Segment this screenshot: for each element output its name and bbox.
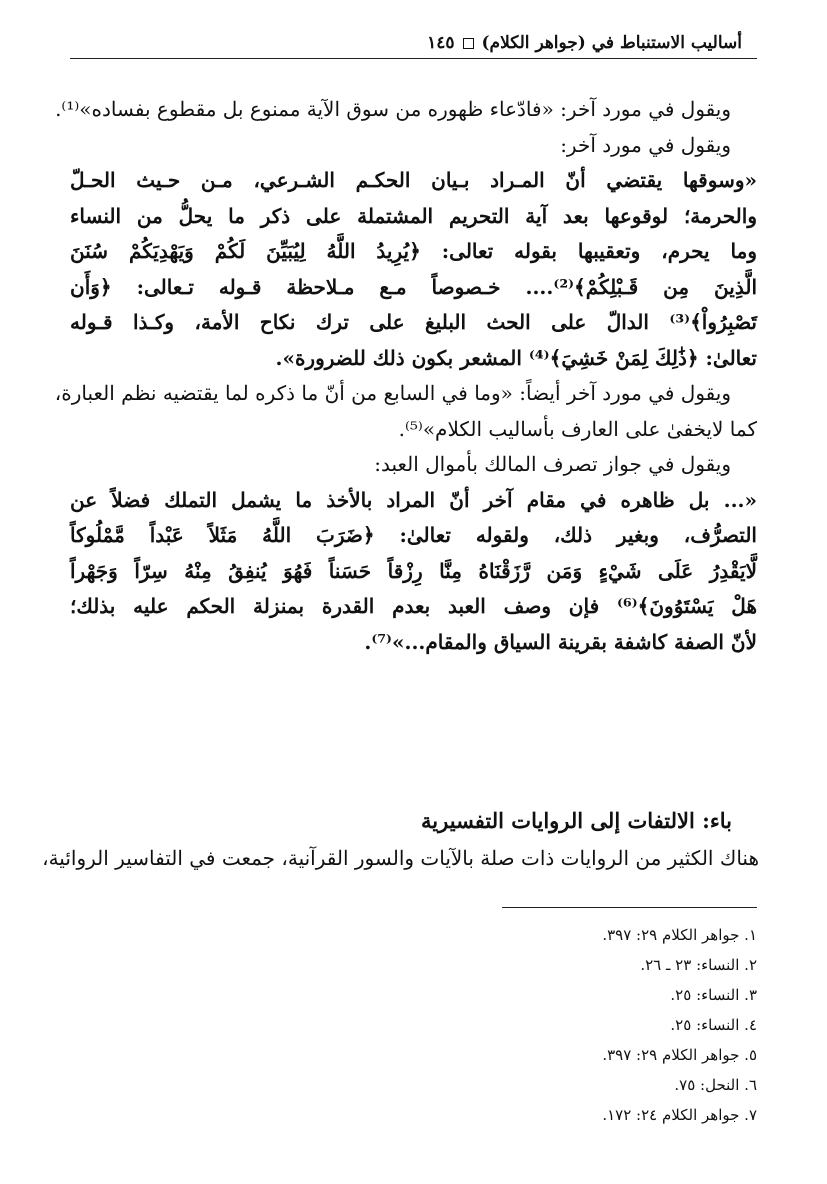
body-line: لأنّ الصفة كاشفة بقرينة السياق والمقام...»⁽⁷⁾. bbox=[364, 629, 757, 654]
body-text bbox=[54, 92, 757, 660]
body-line: تَصْبِرُواْ﴾⁽³⁾ الدالّ على الحث البليغ على ترك نكاح الأمة، وكـذا قـوله bbox=[70, 310, 757, 334]
page-number: ١٤٥ bbox=[427, 33, 455, 53]
footnote-item: ٧. جواهر الكلام ٢٤: ١٧٢. bbox=[602, 1106, 757, 1124]
body-line: لَّايَقْدِرُ عَلَى شَيْءٍ وَمَن رَّزَقْنَاهُ مِنَّا رِزْقاً حَسَناً فَهُوَ يُنفِقُ مِنْهُ سِرّاً وَجَهْراً bbox=[70, 558, 757, 583]
body-line: «... بل ظاهره في مقام آخر أنّ المراد بالأخذ ما يشمل التملك فضلاً عن bbox=[70, 487, 757, 512]
footnote-rule bbox=[502, 907, 757, 908]
footnote-item: ٦. النحل: ٧٥. bbox=[674, 1076, 757, 1094]
body-line: وما يحرم، وتعقيبها بقوله تعالى: ﴿يُرِيدُ اللَّهُ لِيُبَيِّنَ لَكُمْ وَيَهْدِيَكُمْ سُنَنَ bbox=[70, 239, 757, 263]
body-line: «وسوقها يقتضي أنّ المـراد بـيان الحكـم الشـرعي، مـن حـيث الحـلّ bbox=[70, 168, 757, 192]
body-line: ويقول في مورد آخر: bbox=[560, 132, 731, 157]
footnote-item: ١. جواهر الكلام ٢٩: ٣٩٧. bbox=[602, 926, 757, 944]
body-line: والحرمة؛ لوقوعها بعد آية التحريم المشتملة على ذكر ما يحلُّ من النساء bbox=[70, 203, 757, 228]
body-line: الَّذِينَ مِن قَـبْلِكُمْ﴾⁽²⁾.... خـصوصاً مـع مـلاحظة قـوله تـعالى: ﴿وَأَن bbox=[70, 274, 757, 299]
footnote-item: ٣. النساء: ٢٥. bbox=[670, 986, 757, 1004]
running-header bbox=[85, 30, 742, 56]
running-header-title: أساليب الاستنباط في (جواهر الكلام) bbox=[481, 33, 742, 53]
body-line: هَلْ يَسْتَوُونَ﴾⁽⁶⁾ فإن وصف العبد بعدم القدرة بمنزلة الحكم عليه بذلك؛ bbox=[70, 594, 757, 618]
header-rule bbox=[70, 58, 757, 59]
body-line: ويقول في جواز تصرف المالك بأموال العبد: bbox=[374, 452, 731, 476]
square-separator-icon bbox=[463, 38, 474, 49]
footnote-item: ٢. النساء: ٢٣ ـ ٢٦. bbox=[640, 956, 757, 974]
body-line: تعالىٰ: ﴿ذَٰلِكَ لِمَنْ خَشِيَ﴾⁽⁴⁾ المشعر بكون ذلك للضرورة». bbox=[275, 345, 757, 370]
footnotes bbox=[300, 920, 757, 1130]
body-line: كما لايخفىٰ على العارف بأساليب الكلام»⁽⁵⁾. bbox=[398, 416, 757, 441]
body-line: ويقول في مورد آخر: «فادّعاء ظهوره من سوق الآية ممنوع بل مقطوع بفساده»⁽¹⁾. bbox=[55, 97, 731, 121]
section-paragraph: هناك الكثير من الروايات ذات صلة بالآيات والسور القرآنية، جمعت في التفاسير الروائية، bbox=[42, 846, 759, 870]
section-heading: باء: الالتفات إلى الروايات التفسيرية bbox=[421, 808, 732, 833]
body-line: التصرُّف، وبغير ذلك، ولقوله تعالىٰ: ﴿ضَرَبَ اللَّهُ مَثَلاً عَبْداً مَّمْلُوكاً bbox=[70, 523, 757, 547]
footnote-item: ٤. النساء: ٢٥. bbox=[670, 1016, 757, 1034]
body-line: ويقول في مورد آخر أيضاً: «وما في السابع من أنّ ما ذكره لما يقتضيه نظم العبارة، bbox=[54, 381, 731, 405]
footnote-item: ٥. جواهر الكلام ٢٩: ٣٩٧. bbox=[602, 1046, 757, 1064]
